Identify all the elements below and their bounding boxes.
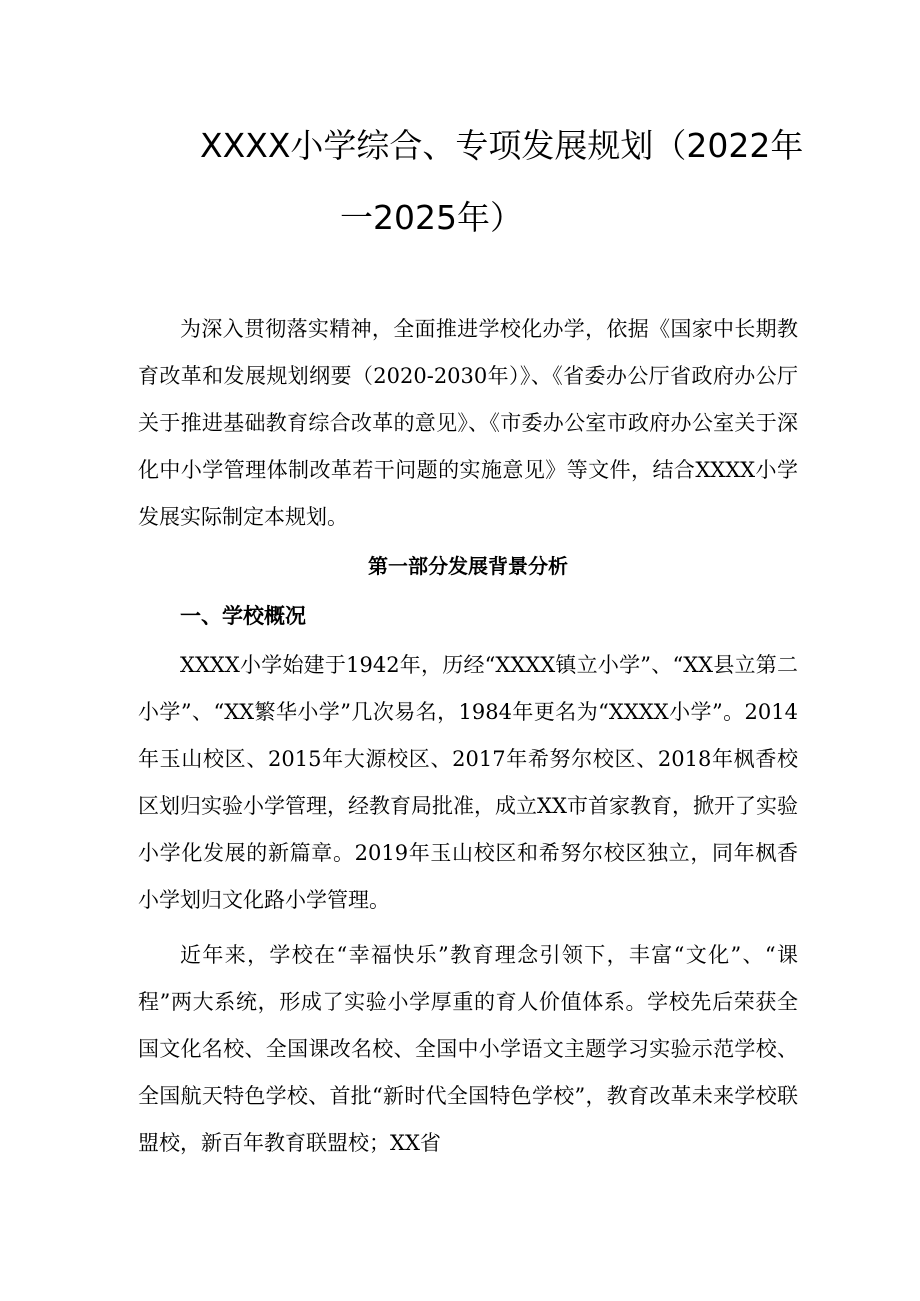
part-heading: 第一部分发展背景分析 <box>368 554 568 578</box>
recent-achievements-paragraph: 近年来，学校在“幸福快乐”教育理念引领下，丰富“文化”、“课程”两大系统，形成了实验小学厚重的育人价值体系。学校先后荣获全国文化名校、全国课改名校、全国中小学语文主题学习实验示范学校、全国航天特色学校、首批“新时代全国特色学校”，教育改革未来学校联盟校，新百年教育联盟校；XX省 <box>138 943 798 1155</box>
document-title-line-2: 一2025年） <box>340 198 523 237</box>
intro-paragraph: 为深入贯彻落实精神，全面推进学校化办学，依据《国家中长期教育改革和发展规划纲要（2020-2030年）》、《省委办公厅省政府办公厅关于推进基础教育综合改革的意见》、《市委办公室市政府办公室关于深化中小学管理体制改革若干问题的实施意见》等文件，结合XXXX小学发展实际制定本规划。 <box>138 317 798 529</box>
school-overview-paragraph: XXXX小学始建于1942年，历经“XXXX镇立小学”、“XX县立第二小学”、“XX繁华小学”几次易名，1984年更名为“XXXX小学”。2014年玉山校区、2015年大源校区、2017年希努尔校区、2018年枫香校区划归实验小学管理，经教育局批准，成立XX市首家教育，掀开了实验小学化发展的新篇章。2019年玉山校区和希努尔校区独立，同年枫香小学划归文化路小学管理。 <box>138 653 798 912</box>
document-title-line-1: XXXX小学综合、专项发展规划（2022年 <box>200 126 804 165</box>
section-heading: 一、学校概况 <box>180 604 306 628</box>
